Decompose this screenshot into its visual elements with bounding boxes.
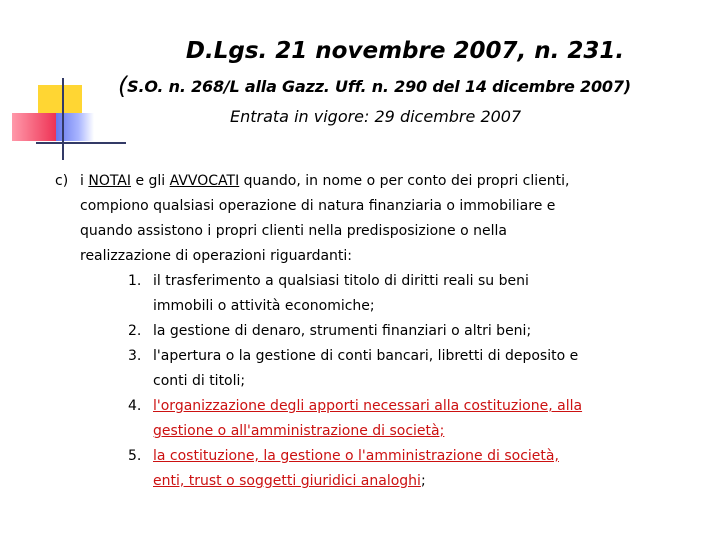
item-4-line-1 <box>153 397 582 415</box>
clause-line-2: compiono qualsiasi operazione di natura finanziaria o immobiliare e <box>80 198 556 214</box>
in-force-date: Entrata in vigore: 29 dicembre 2007 <box>230 107 522 126</box>
clause-letter: c) <box>55 173 69 189</box>
text-fragment: i <box>80 173 89 189</box>
item-1-line-1: il trasferimento a qualsiasi titolo di diritti reali su beni <box>153 273 529 289</box>
item-number: 5. <box>128 448 142 464</box>
avvocati-link: AVVOCATI <box>169 173 240 189</box>
item-5-link-2[interactable]: enti, trust o soggetti giuridici analoghi <box>153 473 421 489</box>
item-4-line-2 <box>153 422 444 440</box>
source-text: S.O. n. 268/L alla Gazz. Uff. n. 290 del 14 dicembre 2007) <box>127 77 631 96</box>
item-number: 3. <box>128 348 142 364</box>
item-number: 2. <box>128 323 142 339</box>
decor-horizontal-line <box>36 142 126 144</box>
item-4-link-2[interactable]: gestione o all'amministrazione di società; <box>153 423 445 439</box>
item-number: 1. <box>128 273 142 289</box>
item-number: 4. <box>128 398 142 414</box>
item-3-line-1: l'apertura o la gestione di conti bancari, libretti di deposito e <box>153 348 579 364</box>
clause-line-4: realizzazione di operazioni riguardanti: <box>80 248 353 264</box>
notai-link: NOTAI <box>88 173 132 189</box>
open-paren: ( <box>118 72 128 100</box>
clause-line-3: quando assistono i propri clienti nella predisposizione o nella <box>80 223 507 239</box>
item-4-link-1[interactable]: l'organizzazione degli apporti necessari alla costituzione, alla <box>153 398 583 414</box>
item-1-line-2: immobili o attività economiche; <box>153 298 375 314</box>
decor-vertical-line <box>62 78 64 160</box>
item-3-line-2: conti di titoli; <box>153 373 246 389</box>
source-reference <box>118 72 631 100</box>
clause-line-1 <box>80 172 569 190</box>
item-5-link-1[interactable]: la costituzione, la gestione o l'amministrazione di società, <box>153 448 559 464</box>
text-fragment: e gli <box>131 173 170 189</box>
item-5-line-2 <box>153 472 426 490</box>
page-title: D.Lgs. 21 novembre 2007, n. 231. <box>185 38 625 64</box>
item-2-line-1: la gestione di denaro, strumenti finanziari o altri beni; <box>153 323 532 339</box>
item-5-end: ; <box>420 473 426 489</box>
decor-red-bar <box>12 113 56 141</box>
item-5-line-1 <box>153 447 559 465</box>
text-fragment: quando, in nome o per conto dei propri clienti, <box>239 173 570 189</box>
